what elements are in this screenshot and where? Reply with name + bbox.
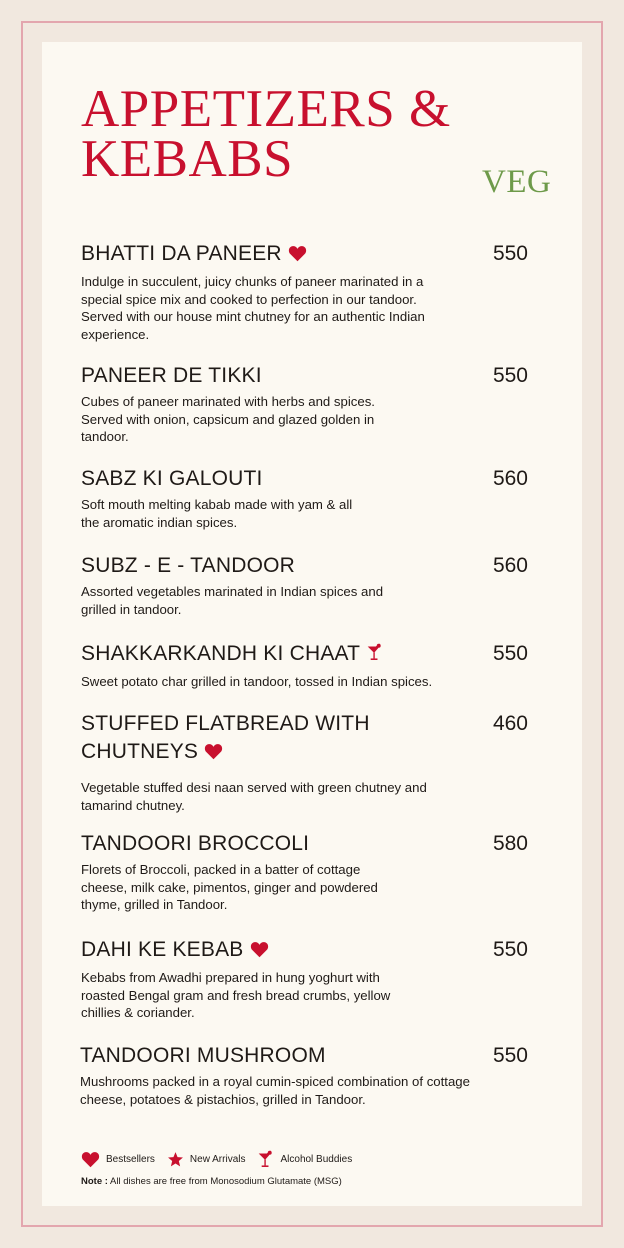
- item-name-row: [81, 240, 461, 270]
- footnote: [81, 1176, 342, 1187]
- item-name: SUBZ - E - TANDOOR: [81, 554, 295, 577]
- item-name-row: [80, 1042, 460, 1070]
- item-description: Cubes of paneer marinated with herbs and spices. Served with onion, capsicum and glazed golden in tandoor.: [81, 394, 375, 444]
- item-name-row: [81, 710, 401, 768]
- legend-bestsellers: [81, 1151, 155, 1168]
- heart-icon: [288, 242, 307, 270]
- item-description: Sweet potato char grilled in tandoor, tossed in Indian spices.: [81, 674, 433, 689]
- item-price: 550: [492, 938, 528, 961]
- item-name: DAHI KE KEBAB: [81, 938, 244, 961]
- category-label: VEG: [482, 164, 552, 200]
- menu-item: [81, 710, 531, 814]
- item-description: Florets of Broccoli, packed in a batter of cottage cheese, milk cake, pimentos, ginger and powdered thyme, grilled in Tandoor.: [81, 862, 378, 912]
- menu-item: [80, 1042, 530, 1108]
- item-price: 550: [492, 364, 528, 387]
- item-description: Kebabs from Awadhi prepared in hung yoghurt with roasted Bengal gram and fresh bread crumbs, yellow chillies & coriander.: [81, 970, 391, 1020]
- item-name: BHATTI DA PANEER: [81, 242, 282, 265]
- item-price: 550: [492, 642, 528, 665]
- menu-item: [81, 240, 531, 343]
- item-description: Vegetable stuffed desi naan served with green chutney and tamarind chutney.: [81, 780, 427, 813]
- legend-label: Alcohol Buddies: [280, 1154, 353, 1165]
- heart-icon: [81, 1151, 100, 1168]
- item-name: SABZ KI GALOUTI: [81, 467, 263, 490]
- item-price: 560: [492, 554, 528, 577]
- note-text: All dishes are free from Monosodium Glutamate (MSG): [110, 1176, 342, 1187]
- item-price: 550: [492, 1044, 528, 1067]
- item-name: PANEER DE TIKKI: [81, 364, 262, 387]
- item-name-row: [81, 640, 481, 670]
- legend-alcohol-buddies: [257, 1150, 352, 1169]
- item-price: 560: [492, 467, 528, 490]
- item-price: 460: [492, 712, 528, 735]
- item-price: 580: [492, 832, 528, 855]
- title-line-2: KEBABS: [81, 130, 294, 188]
- item-name-row: [81, 552, 461, 580]
- heart-icon: [250, 938, 269, 966]
- note-label: Note :: [81, 1176, 108, 1187]
- item-name: TANDOORI BROCCOLI: [81, 832, 310, 855]
- menu-card: [42, 42, 582, 1206]
- item-description: Indulge in succulent, juicy chunks of paneer marinated in a special spice mix and cooked to perfection in our tandoor. Served with our house mint chutney for an authentic Indian experience.: [81, 274, 425, 342]
- menu-item: [81, 936, 531, 1022]
- heart-icon: [204, 740, 223, 768]
- item-name-row: [81, 830, 461, 858]
- item-description: Mushrooms packed in a royal cumin-spiced combination of cottage cheese, potatoes & pistachios, grilled in Tandoor.: [80, 1074, 470, 1107]
- legend-label: Bestsellers: [106, 1154, 155, 1165]
- item-name: STUFFED FLATBREAD WITH CHUTNEYS: [81, 712, 370, 763]
- menu-item: [81, 830, 531, 914]
- item-name-row: [81, 936, 461, 966]
- item-name-row: [81, 465, 461, 493]
- legend-new-arrivals: [167, 1151, 246, 1168]
- cocktail-icon: [257, 1150, 274, 1169]
- title-line-1: APPETIZERS &: [81, 80, 451, 138]
- menu-item: [81, 640, 531, 691]
- star-icon: [167, 1151, 184, 1168]
- item-name-row: [81, 362, 461, 390]
- cocktail-icon: [366, 642, 383, 670]
- item-name: TANDOORI MUSHROOM: [80, 1044, 326, 1067]
- legend: [81, 1150, 364, 1169]
- menu-item: [81, 362, 531, 446]
- menu-item: [81, 552, 531, 618]
- menu-item: [81, 465, 531, 531]
- item-description: Assorted vegetables marinated in Indian spices and grilled in tandoor.: [81, 584, 384, 617]
- item-description: Soft mouth melting kabab made with yam & all the aromatic indian spices.: [81, 497, 353, 530]
- legend-label: New Arrivals: [189, 1154, 246, 1165]
- page-title: [81, 80, 451, 188]
- item-name: SHAKKARKANDH KI CHAAT: [81, 642, 361, 665]
- item-price: 550: [492, 242, 528, 265]
